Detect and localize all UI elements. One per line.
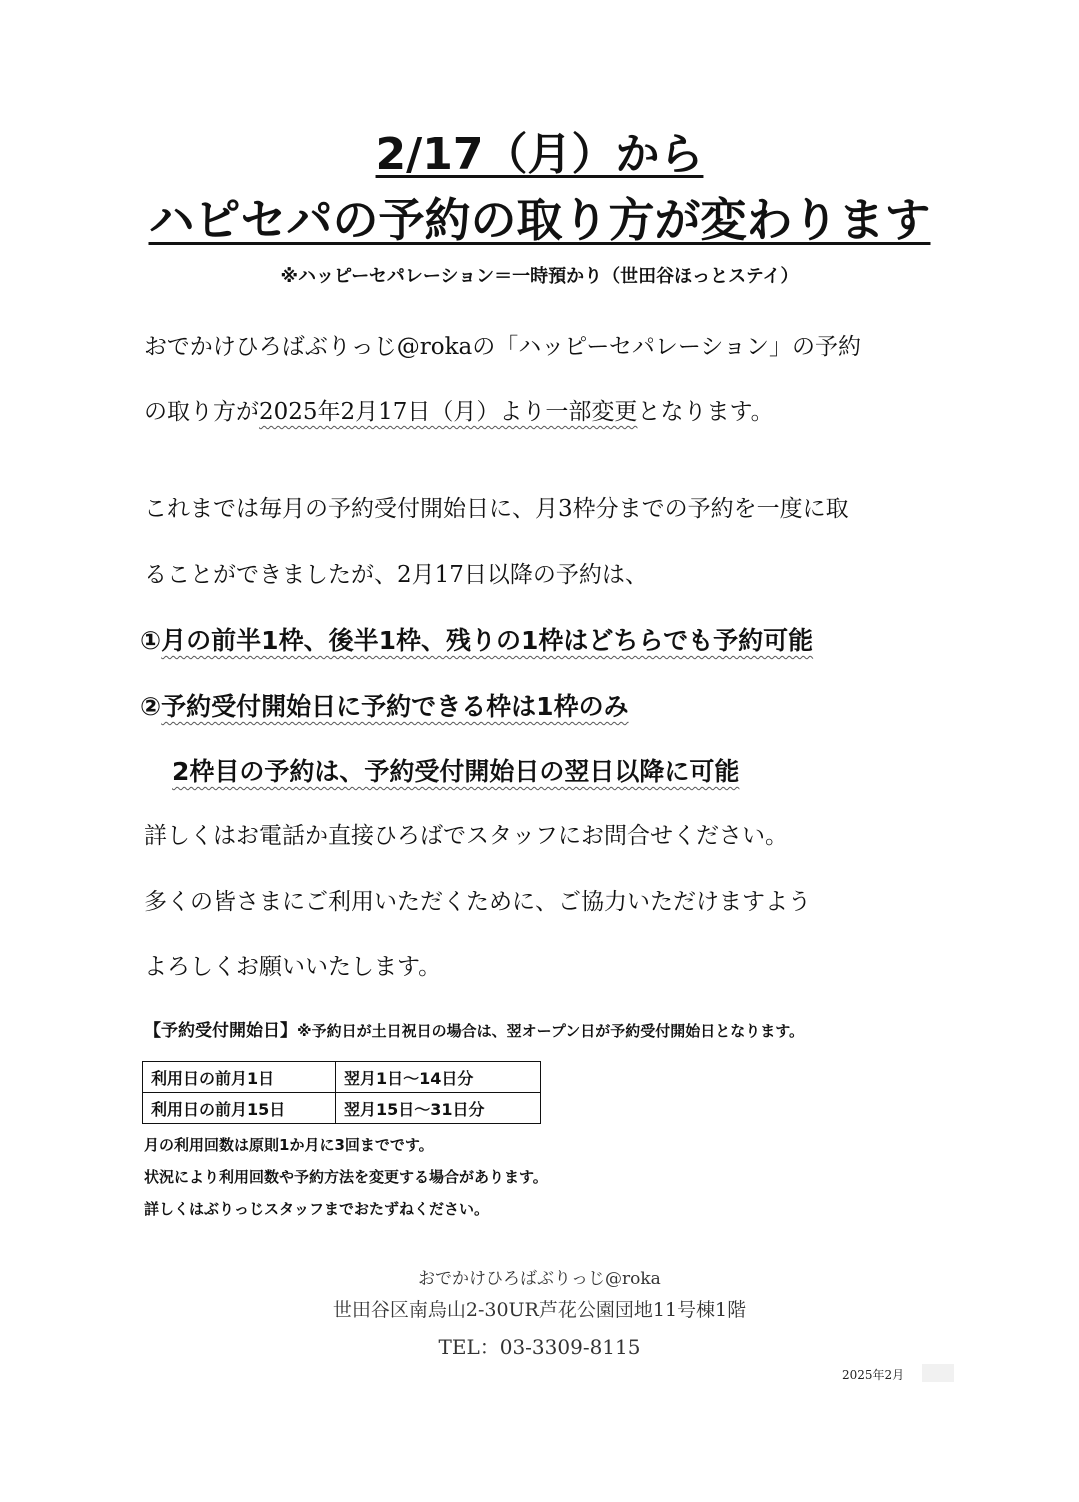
previous-line-1: これまでは毎月の予約受付開始日に、月3枠分までの予約を一度に取 [144,496,849,522]
date-redaction [922,1364,954,1382]
footer-address: 世田谷区南烏山2-30UR芦花公園団地11号棟1階 [332,1299,747,1321]
table-cell-range: 翌月1日〜14日分 [336,1062,541,1093]
subtitle-note: ※ハッピーセパレーション＝一時預かり（世田谷ほっとステイ） [280,266,799,287]
table-row [143,1062,541,1093]
schedule-table [142,1061,541,1124]
title-line-2: ハピセパの予約の取り方が変わります [148,193,931,247]
usage-note-3: 詳しくはぶりっじスタッフまでおたずねください。 [144,1200,490,1218]
usage-note-1: 月の利用回数は原則1か月に3回までです。 [144,1136,434,1154]
usage-note-2: 状況により利用回数や予約方法を変更する場合があります。 [144,1168,548,1186]
table-cell-usage: 利用日の前月15日 [143,1093,336,1124]
intro-line-1: おでかけひろばぶりっじ@rokaの「ハッピーセパレーション」の予約 [144,334,861,360]
rule-1-marker: ① [140,626,162,655]
previous-line-2: ることができましたが、2月17日以降の予約は、 [144,562,648,588]
table-cell-range: 翌月15日〜31日分 [336,1093,541,1124]
table-row [143,1093,541,1124]
rule-2 [140,687,629,723]
intro-suffix: となります。 [637,399,774,425]
start-date-heading-note: ※予約日が土日祝日の場合は、翌オープン日が予約受付開始日となります。 [297,1022,805,1040]
table-cell-usage: 利用日の前月1日 [143,1062,336,1093]
closing-line-2: 多くの皆さまにご利用いただくために、ご協力いただけますよう [144,889,811,915]
rule-1 [140,621,813,657]
footer-tel: TEL：03-3309-8115 [438,1335,641,1359]
footer-org: おでかけひろばぶりっじ@roka [418,1269,661,1289]
rule-2-marker: ② [140,692,162,721]
start-date-heading [144,1016,804,1041]
rule-2-sub-text: 2枠目の予約は、予約受付開始日の翌日以降に可能 [172,757,740,786]
title-line-1: 2/17（月）から [375,129,704,180]
start-date-heading-label: 【予約受付開始日】 [144,1021,297,1041]
intro-change-date: 2025年2月17日（月）より一部変更 [259,399,638,425]
intro-prefix: の取り方が [144,399,259,425]
rule-2-sub [172,752,739,788]
issue-date: 2025年2月 [842,1368,905,1382]
intro-line-2 [144,393,774,426]
rule-1-text: 月の前半1枠、後半1枠、残りの1枠はどちらでも予約可能 [161,626,814,655]
rule-2-text: 予約受付開始日に予約できる枠は1枠のみ [161,692,629,721]
closing-line-1: 詳しくはお電話か直接ひろばでスタッフにお問合せください。 [144,823,788,849]
closing-line-3: よろしくお願いいたします。 [144,954,442,980]
